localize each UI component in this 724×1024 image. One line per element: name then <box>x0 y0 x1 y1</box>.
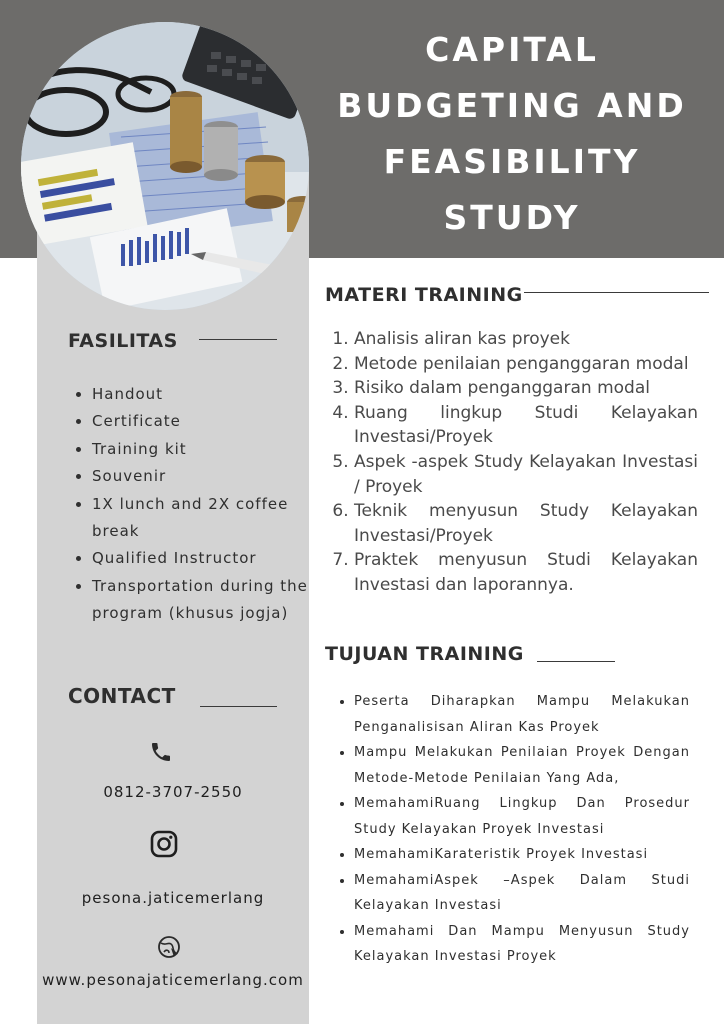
instagram-handle[interactable]: pesona.jaticemerlang <box>81 889 265 907</box>
materi-list <box>334 327 698 598</box>
list-item: • Transportation during the program (khusus jogja) <box>92 573 312 628</box>
phone-icon <box>149 740 173 768</box>
tujuan-list <box>334 689 690 970</box>
list-item: • Certificate <box>92 408 312 435</box>
phone-number[interactable]: 0812-3707-2550 <box>103 783 243 801</box>
materi-heading: MATERI TRAINING <box>325 284 523 306</box>
list-item: • Qualified Instructor <box>92 545 312 572</box>
list-item: • MemahamiRuang Lingkup Dan Prosedur Study Kelayakan Proyek Investasi <box>354 791 690 842</box>
list-item: • 1X lunch and 2X coffee break <box>92 491 312 546</box>
title-line-2: BUDGETING AND <box>337 86 687 125</box>
list-item: 7. Praktek menyusun Studi Kelayakan Investasi dan laporannya. <box>354 548 698 597</box>
list-item: • MemahamiKarateristik Proyek Investasi <box>354 842 690 868</box>
finance-photo <box>21 22 309 310</box>
globe-icon <box>156 934 182 964</box>
title-line-1: CAPITAL <box>425 30 599 69</box>
contact-heading: CONTACT <box>68 684 176 708</box>
fasilitas-heading: FASILITAS <box>68 330 178 352</box>
list-item: 3. Risiko dalam penganggaran modal <box>354 376 698 401</box>
list-item: • Handout <box>92 381 312 408</box>
list-item: 1. Analisis aliran kas proyek <box>354 327 698 352</box>
materi-divider <box>524 292 709 293</box>
tujuan-divider <box>537 661 615 662</box>
list-item: 6. Teknik menyusun Study Kelayakan Investasi/Proyek <box>354 499 698 548</box>
list-item: • Souvenir <box>92 463 312 490</box>
list-item: • Peserta Diharapkan Mampu Melakukan Penganalisisan Aliran Kas Proyek <box>354 689 690 740</box>
fasilitas-list <box>68 381 312 628</box>
list-item: 5. Aspek -aspek Study Kelayakan Investasi / Proyek <box>354 450 698 499</box>
tujuan-heading: TUJUAN TRAINING <box>325 643 524 665</box>
website-link[interactable]: www.pesonajaticemerlang.com <box>42 971 304 989</box>
fasilitas-divider <box>199 339 277 340</box>
list-item: 4. Ruang lingkup Studi Kelayakan Investasi/Proyek <box>354 401 698 450</box>
title-line-4: STUDY <box>443 198 581 237</box>
list-item: • Memahami Dan Mampu Menyusun Study Kelayakan Investasi Proyek <box>354 919 690 970</box>
instagram-icon <box>150 830 178 862</box>
list-item: • Mampu Melakukan Penilaian Proyek Dengan Metode-Metode Penilaian Yang Ada, <box>354 740 690 791</box>
page-title <box>312 22 712 246</box>
list-item: • Training kit <box>92 436 312 463</box>
list-item: • MemahamiAspek –Aspek Dalam Studi Kelayakan Investasi <box>354 868 690 919</box>
contact-divider <box>200 706 277 707</box>
list-item: 2. Metode penilaian penganggaran modal <box>354 352 698 377</box>
title-line-3: FEASIBILITY <box>383 142 641 181</box>
